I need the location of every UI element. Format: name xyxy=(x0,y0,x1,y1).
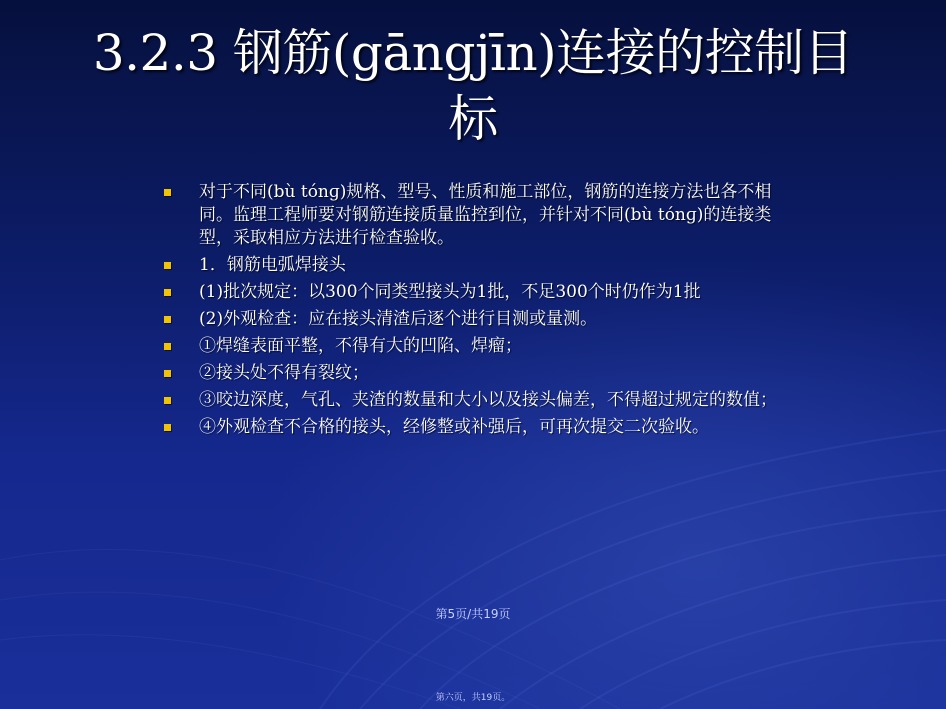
bullet-text: (2)外观检查：应在接头清渣后逐个进行目测或量测。 xyxy=(199,309,598,329)
slide-title xyxy=(30,20,916,152)
bullet-item xyxy=(162,181,782,250)
square-bullet-icon xyxy=(164,262,171,269)
bullet-item xyxy=(162,416,782,439)
square-bullet-icon xyxy=(164,189,171,196)
bullet-item xyxy=(162,254,782,277)
bullet-text: ③咬边深度，气孔、夹渣的数量和大小以及接头偏差，不得超过规定的数值； xyxy=(199,390,777,410)
footer-note: 第六页，共19页。 xyxy=(435,693,511,703)
bullet-list xyxy=(162,181,782,443)
bullet-text: ④外观检查不合格的接头，经修整或补强后，可再次提交二次验收。 xyxy=(199,417,709,437)
page-counter: 第5页/共19页 xyxy=(435,607,511,621)
bullet-text: 对于不同(bù tónɡ)规格、型号、性质和施工部位，钢筋的连接方法也各不相同。监理工程师要对钢筋连接质量监控到位，并针对不同(bù tónɡ)的连接类型，采取相应方法进行检查验收。 xyxy=(199,182,772,248)
square-bullet-icon xyxy=(164,424,171,431)
bullet-text: ②接头处不得有裂纹； xyxy=(199,363,369,383)
square-bullet-icon xyxy=(164,370,171,377)
bullet-item xyxy=(162,281,782,304)
square-bullet-icon xyxy=(164,289,171,296)
slide-title-line-2: 标 xyxy=(448,90,498,148)
slide-title-line-1: 3.2.3 钢筋(gāngjīn)连接的控制目 xyxy=(92,24,854,82)
square-bullet-icon xyxy=(164,343,171,350)
bullet-item xyxy=(162,389,782,412)
square-bullet-icon xyxy=(164,397,171,404)
square-bullet-icon xyxy=(164,316,171,323)
bullet-item xyxy=(162,335,782,358)
bullet-text: 1．钢筋电弧焊接头 xyxy=(199,255,346,275)
bullet-text: ①焊缝表面平整，不得有大的凹陷、焊瘤； xyxy=(199,336,522,356)
bullet-item xyxy=(162,308,782,331)
bullet-item xyxy=(162,362,782,385)
bullet-text: (1)批次规定：以300个同类型接头为1批，不足300个时仍作为1批 xyxy=(199,282,701,302)
